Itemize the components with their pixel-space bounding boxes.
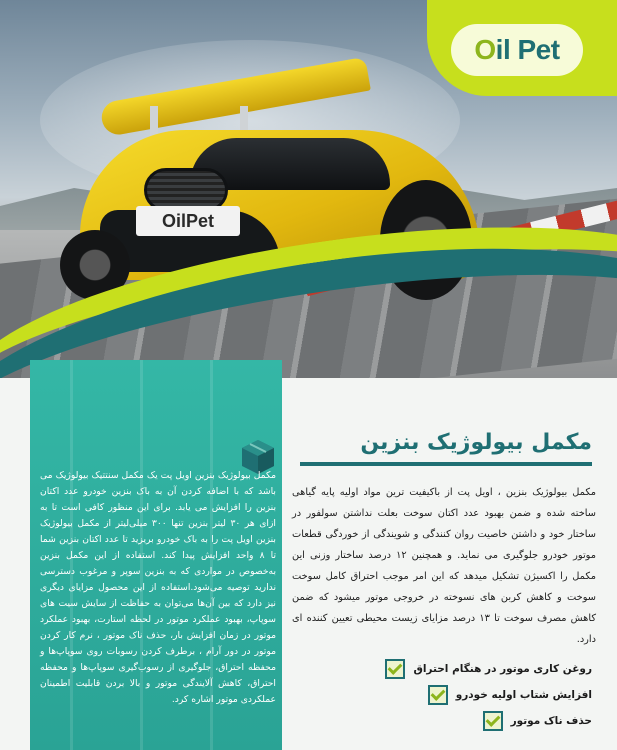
feature-label: روغن کاری موتور در هنگام احتراق xyxy=(413,663,592,675)
feature-item xyxy=(330,708,592,734)
logo-wordmark: il Pet xyxy=(495,34,560,65)
feature-label: افزایش شتاب اولیه خودرو xyxy=(455,689,592,701)
check-icon xyxy=(483,711,503,731)
feature-list xyxy=(330,656,592,734)
feature-label: حذف ناک موتور xyxy=(510,715,592,727)
page-title: مکمل بیولوژیک بنزین xyxy=(360,430,592,455)
license-plate: OilPet xyxy=(136,206,240,236)
feature-item xyxy=(330,656,592,682)
check-icon xyxy=(385,659,405,679)
brand-logo-text xyxy=(474,34,559,66)
car-rear-wing xyxy=(99,57,371,137)
feature-item xyxy=(330,682,592,708)
logo-letter-o: O xyxy=(474,34,496,65)
product-description: مکمل بیولوژیک بنزین ، اویل پت از باکیفیت ترین مواد اولیه پایه گیاهی ساخته شده و ضمن بهبود عدد اکتان سوخت بعلت نداشتن سولفور در ساختار خود و داشتن خاصیت روان کنندگی و شویندگی از خوردگی قطعات موتور خودرو جلوگیری می نماید. و همچنین ۱۲ درصد ساختار وزنی این مکمل را اکسیژن تشکیل میدهد که این امر موجب احتراق کامل سوخت سوخت و کاهش کربن های نسوخته در خروجی موتور میشود که ضمن کاهش مصرف سوخت تا ۱۳ درصد مزایای زیست محیطی تعیین کننده ای دارد. xyxy=(292,487,596,645)
brand-logo xyxy=(451,24,583,76)
logo-badge xyxy=(427,0,617,96)
side-description: مکمل بیولوژیک بنزین اویل پت یک مکمل سنتتیک بیولوژیک می باشد که با اضافه کردن آن به باک بنزین خودرو عدد اکتان بنزین را افزایش می یابد. برای این منظور کافی است تا به ازای هر ۳۰ لیتر بنزین تنها ۳۰۰ میلی‌لیتر از مکمل بیولوژیک بنزین اویل پت را به باک خودرو بریزید تا عدد اکتان بنزین شما تا ۸ واحد افزایش پیدا کند. استفاده از این مکمل بنزین به‌خصوص در مواردی که به بنزین سوپر و مرغوب دسترسی ندارید توصیه می‌شود.استفاده از این محصول مزایای دیگری نیز دارد که بین آن‌ها می‌توان به حفاظت از سایش سیت های سوپاپ، بهبود عملکرد موتور در لحظه استارت، بهبود عملکرد موتور در زمان افزایش بار، حذف ناک موتور ، نرم کار کردن موتور در دور آرام ، برطرف کردن رسوبات روی سوپاپ‌ها و محفظه احتراق، جلوگیری از رسوب‌گیری سوپاپ‌ها و محفظه احتراق، کاهش آلایندگی موتور و بالا بردن قابلیت اطمینان عملکردی موتور اشاره کرد. xyxy=(40,470,276,705)
title-underline xyxy=(300,462,592,466)
check-icon xyxy=(428,685,448,705)
